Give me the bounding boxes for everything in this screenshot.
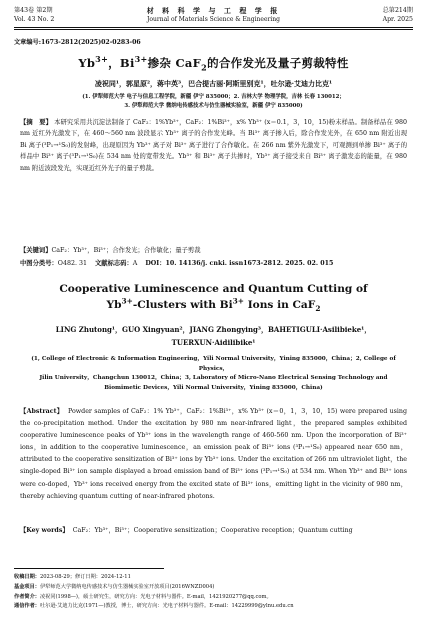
doc-value: A [132,260,138,267]
abstract-text: Powder samples of CaF₂：1% Yb³⁺，CaF₂：1%Bi³⁺，x% Yb³⁺ (x＝0，1，3，10，15) were prepared using the co-precipitation method. Under the excitation by 980 nm near-infrared light，the prepared samples exhibited cooperative luminescence peaks of Yb³⁺ ions in the wavelength range of 460-560 nm. Upon the incorporation of Bi³⁺ ions，in addition to the cooperative luminescence，an emission peak of Bi³⁺ ions (³P₁→¹S₀) appeared near 650 nm，attributed to the cooperative sensitization of Bi³⁺ ions by Yb³⁺ ions. Under the excitation of 266 nm ultraviolet light，the single-doped Bi³⁺ ion sample displayed a broad emission band of Bi³⁺ ions (³P₁→¹S₀) at 534 nm. When Yb³⁺ and Bi³⁺ ions were co-doped，Yb³⁺ ions received energy from the excited state of Bi³⁺ ions，emitting light in the vicinity of 980 nm，thereby achieving quantum cutting of near-infrared photons. [20,408,407,500]
affiliation-line: (1, College of Electronic & Information Engineering，Yili Normal University，Yining 835000，China；2, College of Physics， [31,356,396,372]
footnote-text: 凌祝同(1998—)，硕士研究生，研究方向：光电子材料与器件。E-mail，1421920277@qq.com。 [39,593,272,600]
title-text-part: Ions in CaF [244,299,316,311]
author-line: TUERXUN·Aidilibike¹ [171,338,256,347]
title-text-part: Yb [78,56,96,70]
title-text-part: -Clusters with Bi [132,299,233,311]
keywords-label: 【关键词】 [20,247,52,254]
issue-date: Apr. 2025 [382,16,413,23]
classification-line [20,258,407,269]
english-title-line [0,297,427,313]
english-title [0,281,427,313]
title-superscript: 3+ [232,296,245,306]
author-line: LING Zhutong¹，GUO Xingyuan²，JIANG Zhongying³，BAHETIGULI·Asilibieke¹， [55,325,372,334]
footnote-label: 通信作者： [14,603,40,610]
title-superscript: 3+ [95,54,109,65]
issue-info-right [383,6,413,24]
english-abstract [20,406,407,503]
title-subscript: 2 [315,304,321,314]
issue-en: Vol. 43 No. 2 [14,16,55,23]
chinese-abstract [20,117,407,174]
class-label: 中图分类号： [20,260,58,267]
affiliation-line: 3. 伊犁师范大学 微纳电传感技术与仿生器械实验室，新疆 伊宁 835000) [124,103,303,109]
title-text-part: ，Bi [108,56,135,70]
title-text-part: 掺杂 CaF [147,56,202,70]
footnote-label: 作者简介： [14,593,40,600]
affiliation-line: Biomimetic Devices，Yili Normal University，Yining 835000，China) [104,384,323,391]
footnote-text: 伊犁师范大学微纳电传感技术与仿生器械实验室开放项目(2016WNZD004) [39,583,215,590]
header-rule-bottom [14,29,413,30]
chinese-title [0,55,427,71]
header-rule-top [14,27,413,28]
english-affiliations [20,355,407,393]
received-date-note [14,573,413,583]
footnote-rule [14,568,164,569]
footnote-label: 基金项目： [14,583,40,590]
abstract-label: 【Abstract】 [20,408,64,415]
english-keywords [20,525,407,536]
doi-value: 10. 14136/j. cnki. issn1673-2812. 2025. 02. 015 [165,260,334,267]
doc-label: 文献标志码： [94,260,133,267]
english-title-line: Cooperative Luminescence and Quantum Cutting of [59,283,368,295]
keywords-label: 【Key words】 [20,527,69,534]
title-text-part: Yb [106,299,122,311]
doi-label: DOI： [145,260,166,267]
total-issue-cn: 总第214期 [382,7,413,14]
footnotes [14,573,413,612]
title-superscript: 3+ [134,54,148,65]
article-number: 文章编号:1673-2812(2025)02-0283-06 [14,39,141,46]
class-value: O482. 31 [57,260,87,267]
issue-cn: 第43卷 第2期 [14,7,53,14]
keywords-text: CaF₂：Yb³⁺，Bi³⁺；Cooperative sensitization；Cooperative reception；Quantum cutting [72,527,353,534]
keywords-text: CaF₂：Yb³⁺，Bi³⁺；合作发光；合作敏化；量子剪裁 [51,247,201,254]
chinese-affiliations [20,93,407,111]
title-text-part: 的合作发光及量子剪裁特性 [207,56,349,70]
corresponding-author-note [14,602,413,612]
running-header [14,6,413,28]
title-subscript: 2 [201,62,208,73]
abstract-text: 本研究采用共沉淀法制备了 CaF₂：1%Yb³⁺，CaF₂：1%Bi³⁺，x% Yb³⁺ (x＝0.1，3，10，15)粉末样品。制备样品在 980 nm 近红外光激发下，在 460～560 nm 波段显示 Yb³⁺ 离子的合作发光峰。当 Bi³⁺ 离子掺入后，除合作发光外，在 650 nm 附近出现 Bi 离子(³P₁→¹S₀)的发射峰，出现原因为 Yb³⁺ 离子对 Bi³⁺ 离子进行了合作敏化。在 266 nm 紫外光激发下，可观测到单掺 Bi³⁺ 离子的样品中 Bi³⁺ 离子(³P₁→¹S₀)在 534 nm 处的宽带发光。Yb³⁺ 和 Bi³⁺ 离子共掺时，Yb³⁺ 离子接受来自 Bi³⁺ 离子激发态的能量，在 980 nm 附近波段发光，实现近红外光子的量子剪裁。 [20,119,407,172]
affiliation-line: (1. 伊犁师范大学 电子与信息工程学院，新疆 伊宁 835000；2. 吉林大学 物理学院，吉林 长春 130012； [82,94,345,100]
footnote-text: 吐尔逊·艾迪力比克(1971—)教授，博士，研究方向：光电子材料与器件。E-mail：14229999@ylnu.edu.cn [39,603,294,610]
abstract-label: 【摘 要】 [20,119,52,126]
author-bio-note [14,593,413,603]
chinese-authors: 凌祝同¹，郭星原²，蒋中英³，巴合提古丽·阿斯里别克¹，吐尔逊·艾迪力比克¹ [94,79,333,88]
journal-name-en: Journal of Materials Science & Engineering [146,16,281,23]
chinese-keywords [20,245,407,256]
footnote-label: 收稿日期： [14,574,40,580]
fund-note [14,583,413,593]
journal-name-cn: 材 料 科 学 与 工 程 学 报 [146,6,281,15]
affiliation-line: Jilin University，Changchun 130012，China；3, Laboratory of Micro-Nano Electrical Sensing Technology and [39,375,388,382]
footnote-text: 2023-08-29；修订日期：2024-12-11 [39,574,131,580]
title-superscript: 3+ [121,296,133,306]
english-authors [20,323,407,349]
